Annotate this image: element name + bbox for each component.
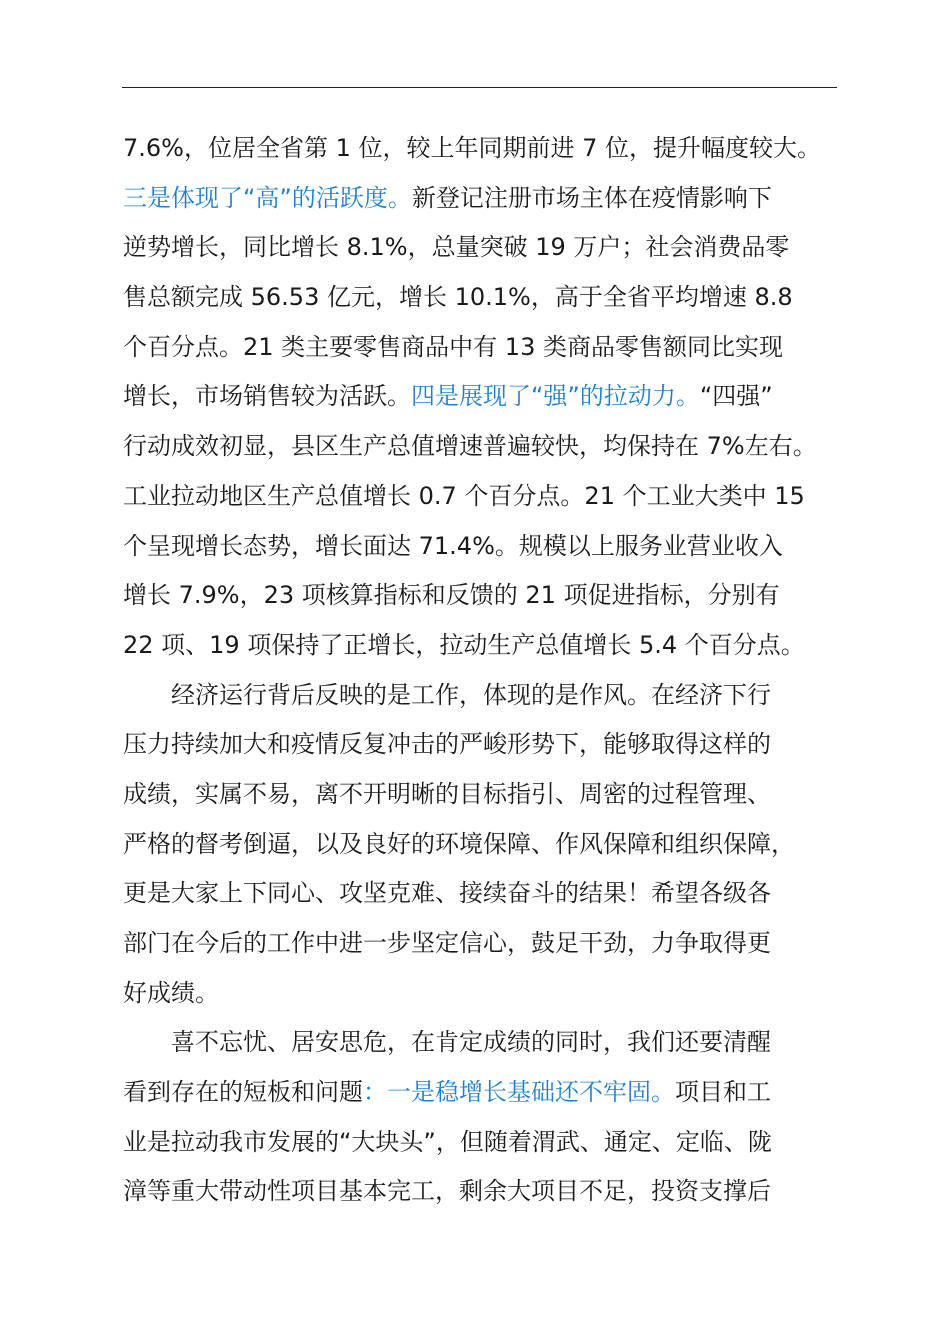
highlighted-text: 三是体现了“高”的活跃度。 [123,183,412,212]
body-text: 部门在今后的工作中进一步坚定信心，鼓足干劲，力争取得更 [123,929,771,957]
text-line [123,472,883,522]
text-line [123,273,883,323]
body-text: 增长，市场销售较为活跃。 [123,382,411,411]
text-line [123,174,883,224]
text-line [123,422,883,472]
body-text: 成绩，实属不易，离不开明晰的目标指引、周密的过程管理、 [123,779,771,808]
text-line [123,571,883,621]
text-line [123,820,883,870]
document-body [123,124,883,1217]
body-text: 经济运行背后反映的是工作，体现的是作风。在经济下行 [171,680,771,709]
text-line [123,869,883,919]
body-text: 7.6%，位居全省第 1 位，较上年同期前进 7 位，提升幅度较大。 [123,134,822,162]
body-text: 喜不忘忧、居安思危，在肯定成绩的同时，我们还要清醒 [171,1028,771,1057]
body-text: 压力持续加大和疫情反复冲击的严峻形势下，能够取得这样的 [123,730,771,759]
text-line [123,124,883,174]
body-text: 行动成效初显，县区生产总值增速普遍较快，均保持在 7%左右。 [123,432,817,461]
text-line [123,1068,883,1118]
body-text: 工业拉动地区生产总值增长 0.7 个百分点。21 个工业大类中 15 [123,481,805,510]
body-text: 新登记注册市场主体在疫情影响下 [411,183,772,212]
body-text: 逆势增长，同比增长 8.1%，总量突破 19 万户；社会消费品零 [123,233,790,262]
text-line [123,671,883,721]
header-rule [122,87,837,88]
body-text: 更是大家上下同心、攻坚克难、接续奋斗的结果！希望各级各 [123,879,771,908]
text-line [123,919,883,969]
text-line [123,522,883,572]
text-line [123,223,883,273]
body-text: 个百分点。21 类主要零售商品中有 13 类商品零售额同比实现 [123,332,783,361]
body-text: 好成绩。 [123,978,219,1007]
text-line [123,720,883,770]
text-line [123,770,883,820]
body-text: 售总额完成 56.53 亿元，增长 10.1%，高于全省平均增速 8.8 [123,283,793,312]
body-text: 业是拉动我市发展的“大块头”，但随着渭武、通定、定临、陇 [123,1127,772,1156]
body-text: 项目和工 [675,1078,771,1107]
body-text: 22 项、19 项保持了正增长，拉动生产总值增长 5.4 个百分点。 [123,630,805,659]
text-line [123,1118,883,1168]
body-text: “四强” [699,382,773,411]
text-line [123,969,883,1019]
highlighted-text: ：一是稳增长基础还不牢固。 [363,1078,675,1107]
body-text: 增长 7.9%，23 项核算指标和反馈的 21 项促进指标，分别有 [123,581,780,610]
text-line [123,323,883,373]
highlighted-text: 四是展现了“强”的拉动力。 [411,382,700,411]
text-line [123,1167,883,1217]
body-text: 严格的督考倒逼，以及良好的环境保障、作风保障和组织保障， [123,829,795,858]
text-line [123,621,883,671]
body-text: 看到存在的短板和问题 [123,1078,363,1107]
body-text: 漳等重大带动性项目基本完工，剩余大项目不足，投资支撑后 [123,1177,771,1206]
text-line [123,372,883,422]
text-line [123,1018,883,1068]
body-text: 个呈现增长态势，增长面达 71.4%。规模以上服务业营业收入 [123,531,783,560]
